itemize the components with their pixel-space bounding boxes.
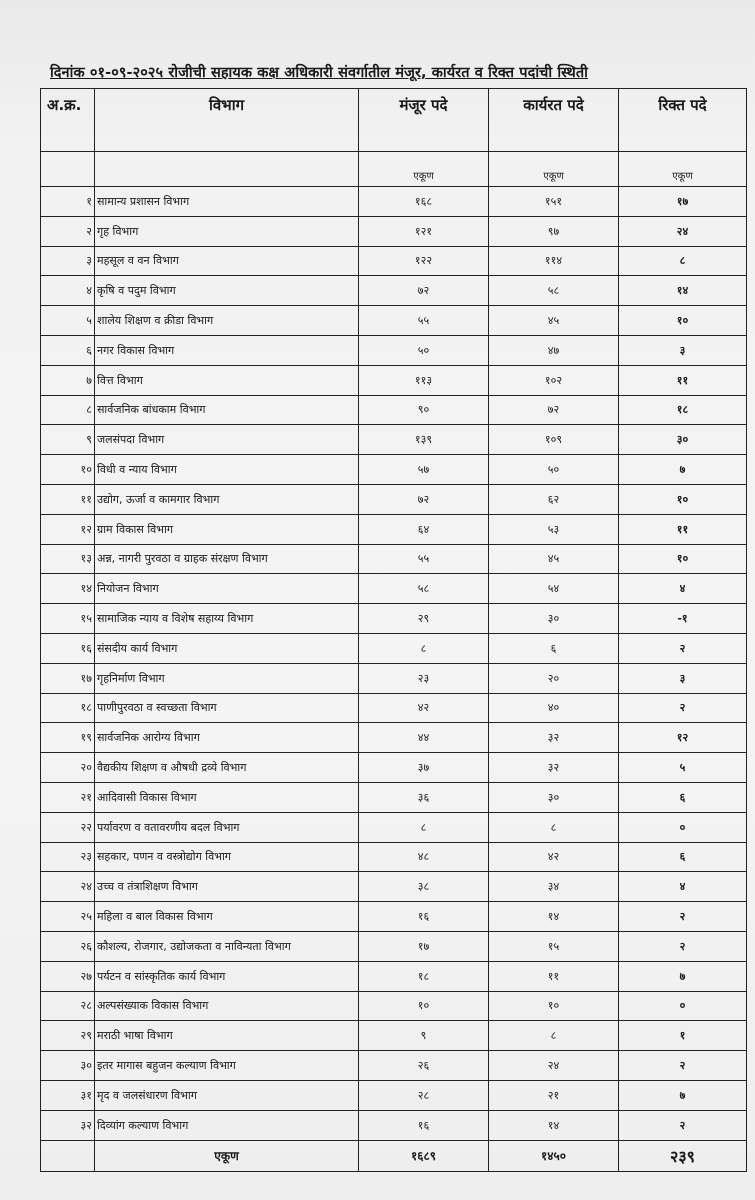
department-cell: सहकार, पणन व वस्त्रोद्योग विभाग (95, 842, 359, 872)
department-cell: कौशल्य, रोजगार, उद्योजकता व नाविन्यता विभाग (95, 931, 359, 961)
serial-cell: २७ (41, 961, 95, 991)
working-cell: ४७ (489, 335, 619, 365)
working-cell: ७२ (489, 395, 619, 425)
serial-cell: २६ (41, 931, 95, 961)
sanctioned-cell: ३६ (359, 782, 489, 812)
vacant-cell: १४ (619, 276, 747, 306)
vacant-cell: १० (619, 306, 747, 336)
vacant-cell: २ (619, 902, 747, 932)
vacant-cell: १८ (619, 395, 747, 425)
vacant-cell: २ (619, 693, 747, 723)
department-cell: मराठी भाषा विभाग (95, 1021, 359, 1051)
serial-cell: २३ (41, 842, 95, 872)
table-row (41, 246, 747, 276)
total-row (41, 1140, 747, 1171)
sanctioned-cell: ५५ (359, 306, 489, 336)
serial-cell: १० (41, 455, 95, 485)
department-cell: संसदीय कार्य विभाग (95, 633, 359, 663)
table-row (41, 872, 747, 902)
table-row (41, 514, 747, 544)
sanctioned-cell: ८ (359, 633, 489, 663)
department-cell: मृद व जलसंधारण विभाग (95, 1080, 359, 1110)
table-row (41, 604, 747, 634)
working-cell: ३० (489, 604, 619, 634)
working-cell: ४० (489, 693, 619, 723)
table-row (41, 484, 747, 514)
table-row (41, 663, 747, 693)
serial-cell: २८ (41, 991, 95, 1021)
table-row (41, 365, 747, 395)
department-cell: वित्त विभाग (95, 365, 359, 395)
working-cell: ३० (489, 782, 619, 812)
vacant-cell: ७ (619, 455, 747, 485)
header-working: कार्यरत पदे (489, 89, 619, 152)
sanctioned-cell: ३८ (359, 872, 489, 902)
header-serial: अ.क्र. (41, 89, 95, 152)
sanctioned-cell: १३९ (359, 425, 489, 455)
serial-cell: ७ (41, 365, 95, 395)
vacant-cell: १० (619, 544, 747, 574)
sanctioned-cell: ४२ (359, 693, 489, 723)
sanctioned-cell: ७२ (359, 484, 489, 514)
working-cell: १० (489, 991, 619, 1021)
working-cell: १५ (489, 931, 619, 961)
department-cell: पाणीपुरवठा व स्वच्छता विभाग (95, 693, 359, 723)
subheader-working: एकूण (489, 152, 619, 187)
table-row (41, 574, 747, 604)
vacant-cell: ४ (619, 574, 747, 604)
serial-cell: १३ (41, 544, 95, 574)
total-label: एकूण (95, 1140, 359, 1171)
vacant-cell: ३ (619, 663, 747, 693)
serial-cell: २४ (41, 872, 95, 902)
table-row (41, 187, 747, 217)
table-row (41, 395, 747, 425)
table-row (41, 1021, 747, 1051)
vacant-cell: ६ (619, 842, 747, 872)
department-cell: महसूल व वन विभाग (95, 246, 359, 276)
sanctioned-cell: ४४ (359, 723, 489, 753)
vacant-cell: १७ (619, 187, 747, 217)
working-cell: ११४ (489, 246, 619, 276)
vacant-cell: २ (619, 931, 747, 961)
sanctioned-cell: १२१ (359, 216, 489, 246)
serial-cell: २१ (41, 782, 95, 812)
subheader-row (41, 152, 747, 187)
serial-cell: ५ (41, 306, 95, 336)
sanctioned-cell: २८ (359, 1080, 489, 1110)
sanctioned-cell: ७२ (359, 276, 489, 306)
vacant-cell: २४ (619, 216, 747, 246)
serial-cell: १९ (41, 723, 95, 753)
table-row (41, 842, 747, 872)
document-title: दिनांक ०१-०९-२०२५ रोजीची सहायक कक्ष अधिकारी संवर्गातील मंजूर, कार्यरत व रिक्त पदांची स्थिती (50, 65, 588, 81)
sanctioned-cell: ५० (359, 335, 489, 365)
serial-cell: १२ (41, 514, 95, 544)
table-row (41, 455, 747, 485)
serial-cell: ६ (41, 335, 95, 365)
vacant-cell: २ (619, 1051, 747, 1081)
sanctioned-cell: ४८ (359, 842, 489, 872)
working-cell: ५० (489, 455, 619, 485)
department-cell: नियोजन विभाग (95, 574, 359, 604)
serial-cell: १६ (41, 633, 95, 663)
department-cell: विधी व न्याय विभाग (95, 455, 359, 485)
working-cell: ४२ (489, 842, 619, 872)
sanctioned-cell: ५५ (359, 544, 489, 574)
department-cell: महिला व बाल विकास विभाग (95, 902, 359, 932)
department-cell: उच्च व तंत्राशिक्षण विभाग (95, 872, 359, 902)
header-vacant: रिक्त पदे (619, 89, 747, 152)
serial-cell: २ (41, 216, 95, 246)
vacant-cell: ४ (619, 872, 747, 902)
department-cell: अल्पसंख्याक विकास विभाग (95, 991, 359, 1021)
table-row (41, 753, 747, 783)
working-cell: ४५ (489, 306, 619, 336)
vacant-cell: ६ (619, 782, 747, 812)
serial-cell: ३० (41, 1051, 95, 1081)
working-cell: ६२ (489, 484, 619, 514)
sanctioned-cell: १६८ (359, 187, 489, 217)
department-cell: अन्न, नागरी पुरवठा व ग्राहक संरक्षण विभाग (95, 544, 359, 574)
department-cell: कृषि व पदुम विभाग (95, 276, 359, 306)
vacant-cell: ११ (619, 365, 747, 395)
total-vacant: २३९ (619, 1140, 747, 1171)
department-cell: दिव्यांग कल्याण विभाग (95, 1110, 359, 1140)
table-row (41, 961, 747, 991)
vacant-cell: ७ (619, 961, 747, 991)
subheader-vacant: एकूण (619, 152, 747, 187)
department-cell: उद्योग, ऊर्जा व कामगार विभाग (95, 484, 359, 514)
table-row (41, 931, 747, 961)
vacant-cell: ० (619, 991, 747, 1021)
sanctioned-cell: १० (359, 991, 489, 1021)
department-cell: गृहनिर्माण विभाग (95, 663, 359, 693)
sanctioned-cell: १८ (359, 961, 489, 991)
serial-cell: ३ (41, 246, 95, 276)
table-row (41, 723, 747, 753)
working-cell: ३२ (489, 753, 619, 783)
vacant-cell: -१ (619, 604, 747, 634)
department-cell: सार्वजनिक बांधकाम विभाग (95, 395, 359, 425)
serial-cell: १ (41, 187, 95, 217)
serial-cell: १७ (41, 663, 95, 693)
department-cell: सामान्य प्रशासन विभाग (95, 187, 359, 217)
total-serial-empty (41, 1140, 95, 1171)
serial-cell: १५ (41, 604, 95, 634)
vacant-cell: २ (619, 1110, 747, 1140)
vacant-cell: १ (619, 1021, 747, 1051)
department-cell: वैद्यकीय शिक्षण व औषधी द्रव्ये विभाग (95, 753, 359, 783)
working-cell: १०२ (489, 365, 619, 395)
working-cell: २१ (489, 1080, 619, 1110)
working-cell: ९७ (489, 216, 619, 246)
serial-cell: ४ (41, 276, 95, 306)
subheader-sanctioned: एकूण (359, 152, 489, 187)
header-sanctioned: मंजूर पदे (359, 89, 489, 152)
department-cell: ग्राम विकास विभाग (95, 514, 359, 544)
working-cell: १४ (489, 1110, 619, 1140)
department-cell: शालेय शिक्षण व क्रीडा विभाग (95, 306, 359, 336)
table-row (41, 991, 747, 1021)
serial-cell: २५ (41, 902, 95, 932)
serial-cell: ८ (41, 395, 95, 425)
subheader-empty (41, 152, 95, 187)
department-cell: जलसंपदा विभाग (95, 425, 359, 455)
sanctioned-cell: ९० (359, 395, 489, 425)
working-cell: ५४ (489, 574, 619, 604)
vacant-cell: ३ (619, 335, 747, 365)
total-working: १४५० (489, 1140, 619, 1171)
serial-cell: १८ (41, 693, 95, 723)
working-cell: ८ (489, 1021, 619, 1051)
table-row (41, 544, 747, 574)
table-row (41, 782, 747, 812)
working-cell: १५१ (489, 187, 619, 217)
working-cell: ३२ (489, 723, 619, 753)
header-row (41, 89, 747, 152)
header-department: विभाग (95, 89, 359, 152)
sanctioned-cell: २९ (359, 604, 489, 634)
working-cell: ८ (489, 812, 619, 842)
department-cell: आदिवासी विकास विभाग (95, 782, 359, 812)
table-row (41, 276, 747, 306)
sanctioned-cell: ३७ (359, 753, 489, 783)
sanctioned-cell: १६ (359, 1110, 489, 1140)
subheader-empty (95, 152, 359, 187)
serial-cell: २२ (41, 812, 95, 842)
working-cell: २० (489, 663, 619, 693)
vacant-cell: ७ (619, 1080, 747, 1110)
serial-cell: ११ (41, 484, 95, 514)
table-row (41, 693, 747, 723)
sanctioned-cell: ८ (359, 812, 489, 842)
working-cell: ६ (489, 633, 619, 663)
department-cell: गृह विभाग (95, 216, 359, 246)
sanctioned-cell: ६४ (359, 514, 489, 544)
department-cell: पर्यटन व सांस्कृतिक कार्य विभाग (95, 961, 359, 991)
working-cell: ४५ (489, 544, 619, 574)
vacant-cell: ११ (619, 514, 747, 544)
department-cell: इतर मागास बहुजन कल्याण विभाग (95, 1051, 359, 1081)
department-cell: नगर विकास विभाग (95, 335, 359, 365)
vacant-cell: ८ (619, 246, 747, 276)
table-row (41, 633, 747, 663)
sanctioned-cell: ९ (359, 1021, 489, 1051)
sanctioned-cell: १७ (359, 931, 489, 961)
serial-cell: ३१ (41, 1080, 95, 1110)
sanctioned-cell: १६ (359, 902, 489, 932)
serial-cell: २० (41, 753, 95, 783)
total-sanctioned: १६८९ (359, 1140, 489, 1171)
serial-cell: २९ (41, 1021, 95, 1051)
working-cell: ११ (489, 961, 619, 991)
vacancy-table (40, 88, 747, 1172)
sanctioned-cell: १२२ (359, 246, 489, 276)
table-row (41, 335, 747, 365)
vacant-cell: ५ (619, 753, 747, 783)
table-row (41, 812, 747, 842)
sanctioned-cell: ११३ (359, 365, 489, 395)
vacant-cell: १० (619, 484, 747, 514)
table-row (41, 306, 747, 336)
serial-cell: १४ (41, 574, 95, 604)
department-cell: पर्यावरण व वतावरणीय बदल विभाग (95, 812, 359, 842)
sanctioned-cell: २३ (359, 663, 489, 693)
vacant-cell: ० (619, 812, 747, 842)
sanctioned-cell: २६ (359, 1051, 489, 1081)
working-cell: ३४ (489, 872, 619, 902)
table-row (41, 1080, 747, 1110)
sanctioned-cell: ५७ (359, 455, 489, 485)
department-cell: सार्वजनिक आरोग्य विभाग (95, 723, 359, 753)
serial-cell: ९ (41, 425, 95, 455)
working-cell: ५३ (489, 514, 619, 544)
serial-cell: ३२ (41, 1110, 95, 1140)
table-row (41, 216, 747, 246)
working-cell: १०९ (489, 425, 619, 455)
department-cell: सामाजिक न्याय व विशेष सहाय्य विभाग (95, 604, 359, 634)
vacant-cell: ३० (619, 425, 747, 455)
working-cell: २४ (489, 1051, 619, 1081)
table-row (41, 1110, 747, 1140)
vacant-cell: २ (619, 633, 747, 663)
sanctioned-cell: ५८ (359, 574, 489, 604)
working-cell: ५८ (489, 276, 619, 306)
table-row (41, 425, 747, 455)
table-row (41, 1051, 747, 1081)
working-cell: १४ (489, 902, 619, 932)
table-row (41, 902, 747, 932)
vacant-cell: १२ (619, 723, 747, 753)
